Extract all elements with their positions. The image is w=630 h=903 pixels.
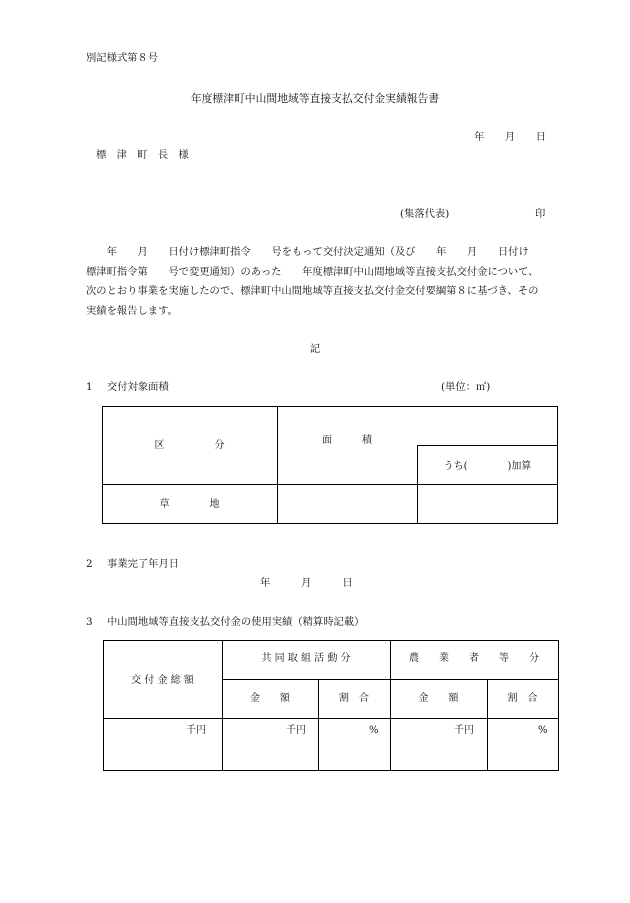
section2-title: 事業完了年月日 xyxy=(107,558,180,570)
header-joint-activity: 共 同 取 組 活 動 分 xyxy=(261,653,351,664)
table-border xyxy=(103,770,559,771)
header-menseki: 面 積 xyxy=(322,435,372,446)
header-farmer-share: 農 業 者 等 分 xyxy=(409,653,539,664)
table-border xyxy=(558,640,559,771)
representative-label: (集落代表) xyxy=(400,208,450,220)
row-label-grassland: 草 地 xyxy=(159,499,220,510)
unit-joint-amount: 千円 xyxy=(286,725,306,736)
table-border xyxy=(103,640,559,641)
addressee: 標 津 町 長 様 xyxy=(96,149,189,161)
section3-number: 3 xyxy=(86,616,93,628)
header-uchi-kasan: うち( )加算 xyxy=(443,461,532,472)
section3-title: 中山間地域等直接支払交付金の使用実績（精算時記載） xyxy=(107,616,365,628)
header-farmer-ratio: 割 合 xyxy=(507,693,538,704)
header-farmer-amount: 金 額 xyxy=(418,693,459,704)
header-total-amount: 交 付 金 総 額 xyxy=(131,675,194,686)
ki-heading: 記 xyxy=(309,343,321,355)
table-border xyxy=(102,406,558,407)
grassland-additional-value[interactable] xyxy=(418,485,557,523)
form-number: 別記様式第８号 xyxy=(86,52,159,64)
header-joint-ratio: 割 合 xyxy=(339,693,369,704)
date-line: 年 月 日 xyxy=(474,131,547,143)
table-border xyxy=(102,523,558,524)
document-title: 年度標津町中山間地域等直接支払交付金実績報告書 xyxy=(190,92,440,105)
body-line: 次のとおり事業を実施したので、標津町中山間地域等直接支払交付金交付要綱第８に基づき、その xyxy=(86,285,539,297)
header-kubun: 区 分 xyxy=(154,440,225,451)
unit-farmer-amount: 千円 xyxy=(454,725,474,736)
table-border xyxy=(103,640,104,771)
body-paragraph xyxy=(86,243,566,321)
section1-number: 1 xyxy=(86,381,93,393)
section1-title: 交付対象面積 xyxy=(107,381,169,393)
seal-mark: 印 xyxy=(535,208,546,220)
section2-number: 2 xyxy=(86,558,93,570)
body-line: 年 月 日付け標津町指令 号をもって交付決定通知（及び 年 月 日付け xyxy=(86,246,529,258)
table-border xyxy=(103,718,559,719)
body-line: 標津町指令第 号で変更通知）のあった 年度標津町中山間地域等直接支払交付金について、 xyxy=(86,265,539,278)
unit-farmer-ratio: % xyxy=(538,725,548,736)
completion-date: 年 月 日 xyxy=(260,577,353,589)
table-border xyxy=(417,445,558,446)
table-border xyxy=(318,679,319,771)
header-joint-amount: 金 額 xyxy=(250,693,290,704)
table-border xyxy=(487,679,488,771)
unit-total-amount: 千円 xyxy=(186,725,206,736)
grassland-area-value[interactable] xyxy=(278,485,417,523)
unit-joint-ratio: % xyxy=(369,725,379,736)
section1-unit: (単位：㎡) xyxy=(441,381,491,393)
body-line: 実績を報告します。 xyxy=(86,304,178,317)
